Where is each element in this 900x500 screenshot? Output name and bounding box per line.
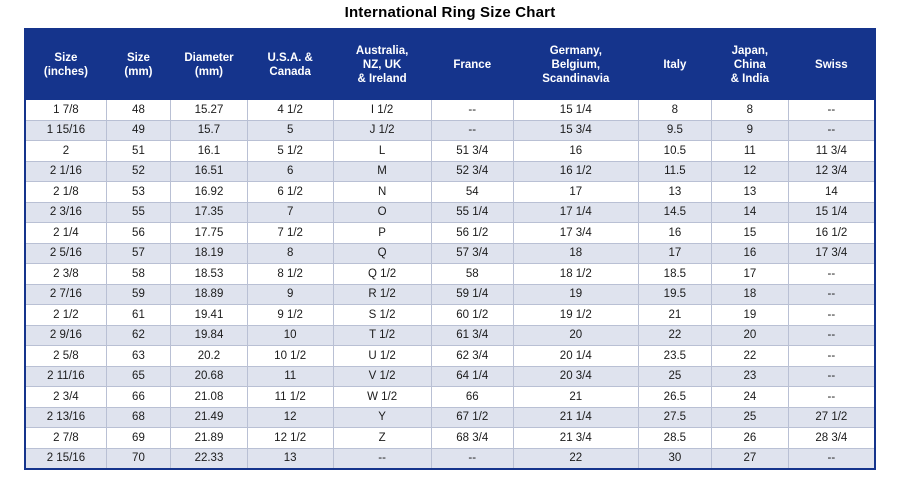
cell-r3-c0: 2 1/16 bbox=[26, 161, 106, 182]
cell-r9-c5: 59 1/4 bbox=[431, 284, 513, 305]
cell-r9-c3: 9 bbox=[247, 284, 333, 305]
cell-r13-c2: 20.68 bbox=[171, 366, 248, 387]
cell-r3-c5: 52 3/4 bbox=[431, 161, 513, 182]
cell-r12-c7: 23.5 bbox=[638, 346, 711, 367]
cell-r2-c3: 5 1/2 bbox=[247, 141, 333, 162]
cell-r17-c8: 27 bbox=[711, 448, 788, 468]
cell-r2-c8: 11 bbox=[711, 141, 788, 162]
cell-r6-c4: P bbox=[333, 223, 431, 244]
cell-r11-c3: 10 bbox=[247, 325, 333, 346]
cell-r12-c1: 63 bbox=[106, 346, 170, 367]
cell-r9-c7: 19.5 bbox=[638, 284, 711, 305]
cell-r8-c4: Q 1/2 bbox=[333, 264, 431, 285]
table-row bbox=[26, 100, 874, 120]
cell-r14-c4: W 1/2 bbox=[333, 387, 431, 408]
cell-r6-c6: 17 3/4 bbox=[513, 223, 638, 244]
table-row bbox=[26, 448, 874, 468]
table-row bbox=[26, 182, 874, 203]
cell-r16-c6: 21 3/4 bbox=[513, 428, 638, 449]
cell-r5-c9: 15 1/4 bbox=[788, 202, 874, 223]
cell-r9-c4: R 1/2 bbox=[333, 284, 431, 305]
cell-r1-c9: -- bbox=[788, 120, 874, 141]
table-header bbox=[26, 30, 874, 100]
cell-r2-c7: 10.5 bbox=[638, 141, 711, 162]
cell-r2-c4: L bbox=[333, 141, 431, 162]
table-row bbox=[26, 387, 874, 408]
cell-r16-c2: 21.89 bbox=[171, 428, 248, 449]
cell-r7-c6: 18 bbox=[513, 243, 638, 264]
cell-r17-c3: 13 bbox=[247, 448, 333, 468]
table-row bbox=[26, 223, 874, 244]
cell-r15-c8: 25 bbox=[711, 407, 788, 428]
cell-r12-c4: U 1/2 bbox=[333, 346, 431, 367]
cell-r11-c9: -- bbox=[788, 325, 874, 346]
cell-r12-c2: 20.2 bbox=[171, 346, 248, 367]
cell-r4-c8: 13 bbox=[711, 182, 788, 203]
table-header-row bbox=[26, 30, 874, 100]
cell-r8-c3: 8 1/2 bbox=[247, 264, 333, 285]
cell-r13-c4: V 1/2 bbox=[333, 366, 431, 387]
cell-r9-c2: 18.89 bbox=[171, 284, 248, 305]
cell-r0-c7: 8 bbox=[638, 100, 711, 120]
cell-r8-c2: 18.53 bbox=[171, 264, 248, 285]
cell-r6-c5: 56 1/2 bbox=[431, 223, 513, 244]
cell-r10-c9: -- bbox=[788, 305, 874, 326]
table-row bbox=[26, 428, 874, 449]
cell-r15-c4: Y bbox=[333, 407, 431, 428]
cell-r10-c2: 19.41 bbox=[171, 305, 248, 326]
cell-r0-c8: 8 bbox=[711, 100, 788, 120]
cell-r10-c5: 60 1/2 bbox=[431, 305, 513, 326]
cell-r12-c8: 22 bbox=[711, 346, 788, 367]
column-header-8: Japan, China & India bbox=[711, 30, 788, 100]
cell-r3-c2: 16.51 bbox=[171, 161, 248, 182]
cell-r12-c9: -- bbox=[788, 346, 874, 367]
cell-r15-c3: 12 bbox=[247, 407, 333, 428]
cell-r1-c3: 5 bbox=[247, 120, 333, 141]
cell-r3-c7: 11.5 bbox=[638, 161, 711, 182]
cell-r17-c1: 70 bbox=[106, 448, 170, 468]
cell-r14-c6: 21 bbox=[513, 387, 638, 408]
cell-r13-c3: 11 bbox=[247, 366, 333, 387]
cell-r8-c8: 17 bbox=[711, 264, 788, 285]
table-row bbox=[26, 407, 874, 428]
page-title: International Ring Size Chart bbox=[344, 4, 556, 21]
cell-r14-c2: 21.08 bbox=[171, 387, 248, 408]
cell-r3-c9: 12 3/4 bbox=[788, 161, 874, 182]
cell-r1-c2: 15.7 bbox=[171, 120, 248, 141]
ring-size-table bbox=[26, 30, 874, 468]
table-row bbox=[26, 202, 874, 223]
cell-r8-c5: 58 bbox=[431, 264, 513, 285]
cell-r8-c1: 58 bbox=[106, 264, 170, 285]
cell-r0-c5: -- bbox=[431, 100, 513, 120]
cell-r5-c4: O bbox=[333, 202, 431, 223]
cell-r13-c1: 65 bbox=[106, 366, 170, 387]
cell-r9-c8: 18 bbox=[711, 284, 788, 305]
cell-r12-c0: 2 5/8 bbox=[26, 346, 106, 367]
table-row bbox=[26, 346, 874, 367]
cell-r13-c6: 20 3/4 bbox=[513, 366, 638, 387]
cell-r13-c7: 25 bbox=[638, 366, 711, 387]
cell-r15-c6: 21 1/4 bbox=[513, 407, 638, 428]
cell-r8-c7: 18.5 bbox=[638, 264, 711, 285]
table-row bbox=[26, 141, 874, 162]
cell-r11-c2: 19.84 bbox=[171, 325, 248, 346]
table-row bbox=[26, 243, 874, 264]
cell-r2-c5: 51 3/4 bbox=[431, 141, 513, 162]
cell-r3-c6: 16 1/2 bbox=[513, 161, 638, 182]
column-header-2: Diameter (mm) bbox=[171, 30, 248, 100]
cell-r7-c2: 18.19 bbox=[171, 243, 248, 264]
column-header-0: Size (inches) bbox=[26, 30, 106, 100]
cell-r13-c0: 2 11/16 bbox=[26, 366, 106, 387]
cell-r8-c9: -- bbox=[788, 264, 874, 285]
cell-r17-c2: 22.33 bbox=[171, 448, 248, 468]
cell-r5-c0: 2 3/16 bbox=[26, 202, 106, 223]
cell-r6-c1: 56 bbox=[106, 223, 170, 244]
cell-r13-c9: -- bbox=[788, 366, 874, 387]
cell-r4-c4: N bbox=[333, 182, 431, 203]
cell-r4-c0: 2 1/8 bbox=[26, 182, 106, 203]
cell-r9-c9: -- bbox=[788, 284, 874, 305]
cell-r7-c4: Q bbox=[333, 243, 431, 264]
cell-r16-c5: 68 3/4 bbox=[431, 428, 513, 449]
cell-r6-c7: 16 bbox=[638, 223, 711, 244]
table-row bbox=[26, 264, 874, 285]
cell-r11-c7: 22 bbox=[638, 325, 711, 346]
cell-r5-c5: 55 1/4 bbox=[431, 202, 513, 223]
cell-r8-c0: 2 3/8 bbox=[26, 264, 106, 285]
cell-r8-c6: 18 1/2 bbox=[513, 264, 638, 285]
cell-r14-c3: 11 1/2 bbox=[247, 387, 333, 408]
cell-r16-c3: 12 1/2 bbox=[247, 428, 333, 449]
cell-r12-c6: 20 1/4 bbox=[513, 346, 638, 367]
cell-r4-c1: 53 bbox=[106, 182, 170, 203]
cell-r17-c9: -- bbox=[788, 448, 874, 468]
cell-r11-c6: 20 bbox=[513, 325, 638, 346]
cell-r7-c0: 2 5/16 bbox=[26, 243, 106, 264]
table-row bbox=[26, 305, 874, 326]
cell-r10-c6: 19 1/2 bbox=[513, 305, 638, 326]
cell-r13-c5: 64 1/4 bbox=[431, 366, 513, 387]
cell-r7-c5: 57 3/4 bbox=[431, 243, 513, 264]
cell-r16-c7: 28.5 bbox=[638, 428, 711, 449]
ring-size-table-container bbox=[24, 28, 876, 470]
cell-r7-c7: 17 bbox=[638, 243, 711, 264]
cell-r5-c1: 55 bbox=[106, 202, 170, 223]
cell-r6-c2: 17.75 bbox=[171, 223, 248, 244]
table-row bbox=[26, 120, 874, 141]
cell-r14-c9: -- bbox=[788, 387, 874, 408]
cell-r2-c2: 16.1 bbox=[171, 141, 248, 162]
cell-r11-c5: 61 3/4 bbox=[431, 325, 513, 346]
cell-r15-c9: 27 1/2 bbox=[788, 407, 874, 428]
cell-r5-c2: 17.35 bbox=[171, 202, 248, 223]
cell-r10-c7: 21 bbox=[638, 305, 711, 326]
cell-r16-c0: 2 7/8 bbox=[26, 428, 106, 449]
cell-r2-c0: 2 bbox=[26, 141, 106, 162]
cell-r5-c6: 17 1/4 bbox=[513, 202, 638, 223]
cell-r15-c0: 2 13/16 bbox=[26, 407, 106, 428]
cell-r7-c3: 8 bbox=[247, 243, 333, 264]
column-header-5: France bbox=[431, 30, 513, 100]
cell-r7-c1: 57 bbox=[106, 243, 170, 264]
cell-r0-c0: 1 7/8 bbox=[26, 100, 106, 120]
cell-r10-c8: 19 bbox=[711, 305, 788, 326]
cell-r0-c1: 48 bbox=[106, 100, 170, 120]
cell-r0-c4: I 1/2 bbox=[333, 100, 431, 120]
table-row bbox=[26, 366, 874, 387]
cell-r17-c6: 22 bbox=[513, 448, 638, 468]
cell-r15-c7: 27.5 bbox=[638, 407, 711, 428]
cell-r3-c4: M bbox=[333, 161, 431, 182]
table-row bbox=[26, 325, 874, 346]
cell-r5-c8: 14 bbox=[711, 202, 788, 223]
cell-r4-c6: 17 bbox=[513, 182, 638, 203]
cell-r16-c1: 69 bbox=[106, 428, 170, 449]
cell-r16-c9: 28 3/4 bbox=[788, 428, 874, 449]
cell-r5-c7: 14.5 bbox=[638, 202, 711, 223]
cell-r2-c6: 16 bbox=[513, 141, 638, 162]
cell-r10-c0: 2 1/2 bbox=[26, 305, 106, 326]
cell-r6-c0: 2 1/4 bbox=[26, 223, 106, 244]
cell-r17-c5: -- bbox=[431, 448, 513, 468]
cell-r15-c1: 68 bbox=[106, 407, 170, 428]
cell-r11-c1: 62 bbox=[106, 325, 170, 346]
cell-r15-c2: 21.49 bbox=[171, 407, 248, 428]
cell-r14-c7: 26.5 bbox=[638, 387, 711, 408]
cell-r0-c2: 15.27 bbox=[171, 100, 248, 120]
cell-r1-c1: 49 bbox=[106, 120, 170, 141]
cell-r1-c6: 15 3/4 bbox=[513, 120, 638, 141]
cell-r4-c9: 14 bbox=[788, 182, 874, 203]
cell-r14-c0: 2 3/4 bbox=[26, 387, 106, 408]
cell-r9-c0: 2 7/16 bbox=[26, 284, 106, 305]
column-header-4: Australia, NZ, UK & Ireland bbox=[333, 30, 431, 100]
cell-r1-c4: J 1/2 bbox=[333, 120, 431, 141]
cell-r6-c3: 7 1/2 bbox=[247, 223, 333, 244]
cell-r5-c3: 7 bbox=[247, 202, 333, 223]
cell-r11-c0: 2 9/16 bbox=[26, 325, 106, 346]
column-header-1: Size (mm) bbox=[106, 30, 170, 100]
cell-r1-c5: -- bbox=[431, 120, 513, 141]
column-header-3: U.S.A. & Canada bbox=[247, 30, 333, 100]
cell-r2-c1: 51 bbox=[106, 141, 170, 162]
cell-r4-c5: 54 bbox=[431, 182, 513, 203]
cell-r10-c1: 61 bbox=[106, 305, 170, 326]
cell-r12-c3: 10 1/2 bbox=[247, 346, 333, 367]
cell-r9-c1: 59 bbox=[106, 284, 170, 305]
cell-r1-c7: 9.5 bbox=[638, 120, 711, 141]
cell-r2-c9: 11 3/4 bbox=[788, 141, 874, 162]
cell-r13-c8: 23 bbox=[711, 366, 788, 387]
cell-r9-c6: 19 bbox=[513, 284, 638, 305]
cell-r11-c8: 20 bbox=[711, 325, 788, 346]
cell-r0-c9: -- bbox=[788, 100, 874, 120]
cell-r7-c9: 17 3/4 bbox=[788, 243, 874, 264]
cell-r16-c8: 26 bbox=[711, 428, 788, 449]
cell-r12-c5: 62 3/4 bbox=[431, 346, 513, 367]
table-body bbox=[26, 100, 874, 468]
cell-r10-c4: S 1/2 bbox=[333, 305, 431, 326]
cell-r7-c8: 16 bbox=[711, 243, 788, 264]
cell-r3-c3: 6 bbox=[247, 161, 333, 182]
cell-r14-c5: 66 bbox=[431, 387, 513, 408]
cell-r3-c8: 12 bbox=[711, 161, 788, 182]
cell-r3-c1: 52 bbox=[106, 161, 170, 182]
cell-r10-c3: 9 1/2 bbox=[247, 305, 333, 326]
cell-r1-c0: 1 15/16 bbox=[26, 120, 106, 141]
table-row bbox=[26, 161, 874, 182]
cell-r1-c8: 9 bbox=[711, 120, 788, 141]
cell-r4-c3: 6 1/2 bbox=[247, 182, 333, 203]
cell-r16-c4: Z bbox=[333, 428, 431, 449]
cell-r15-c5: 67 1/2 bbox=[431, 407, 513, 428]
column-header-7: Italy bbox=[638, 30, 711, 100]
cell-r4-c2: 16.92 bbox=[171, 182, 248, 203]
column-header-6: Germany, Belgium, Scandinavia bbox=[513, 30, 638, 100]
table-row bbox=[26, 284, 874, 305]
cell-r0-c6: 15 1/4 bbox=[513, 100, 638, 120]
cell-r17-c0: 2 15/16 bbox=[26, 448, 106, 468]
cell-r11-c4: T 1/2 bbox=[333, 325, 431, 346]
column-header-9: Swiss bbox=[788, 30, 874, 100]
cell-r0-c3: 4 1/2 bbox=[247, 100, 333, 120]
cell-r4-c7: 13 bbox=[638, 182, 711, 203]
cell-r6-c9: 16 1/2 bbox=[788, 223, 874, 244]
cell-r14-c8: 24 bbox=[711, 387, 788, 408]
cell-r17-c4: -- bbox=[333, 448, 431, 468]
cell-r17-c7: 30 bbox=[638, 448, 711, 468]
cell-r14-c1: 66 bbox=[106, 387, 170, 408]
cell-r6-c8: 15 bbox=[711, 223, 788, 244]
